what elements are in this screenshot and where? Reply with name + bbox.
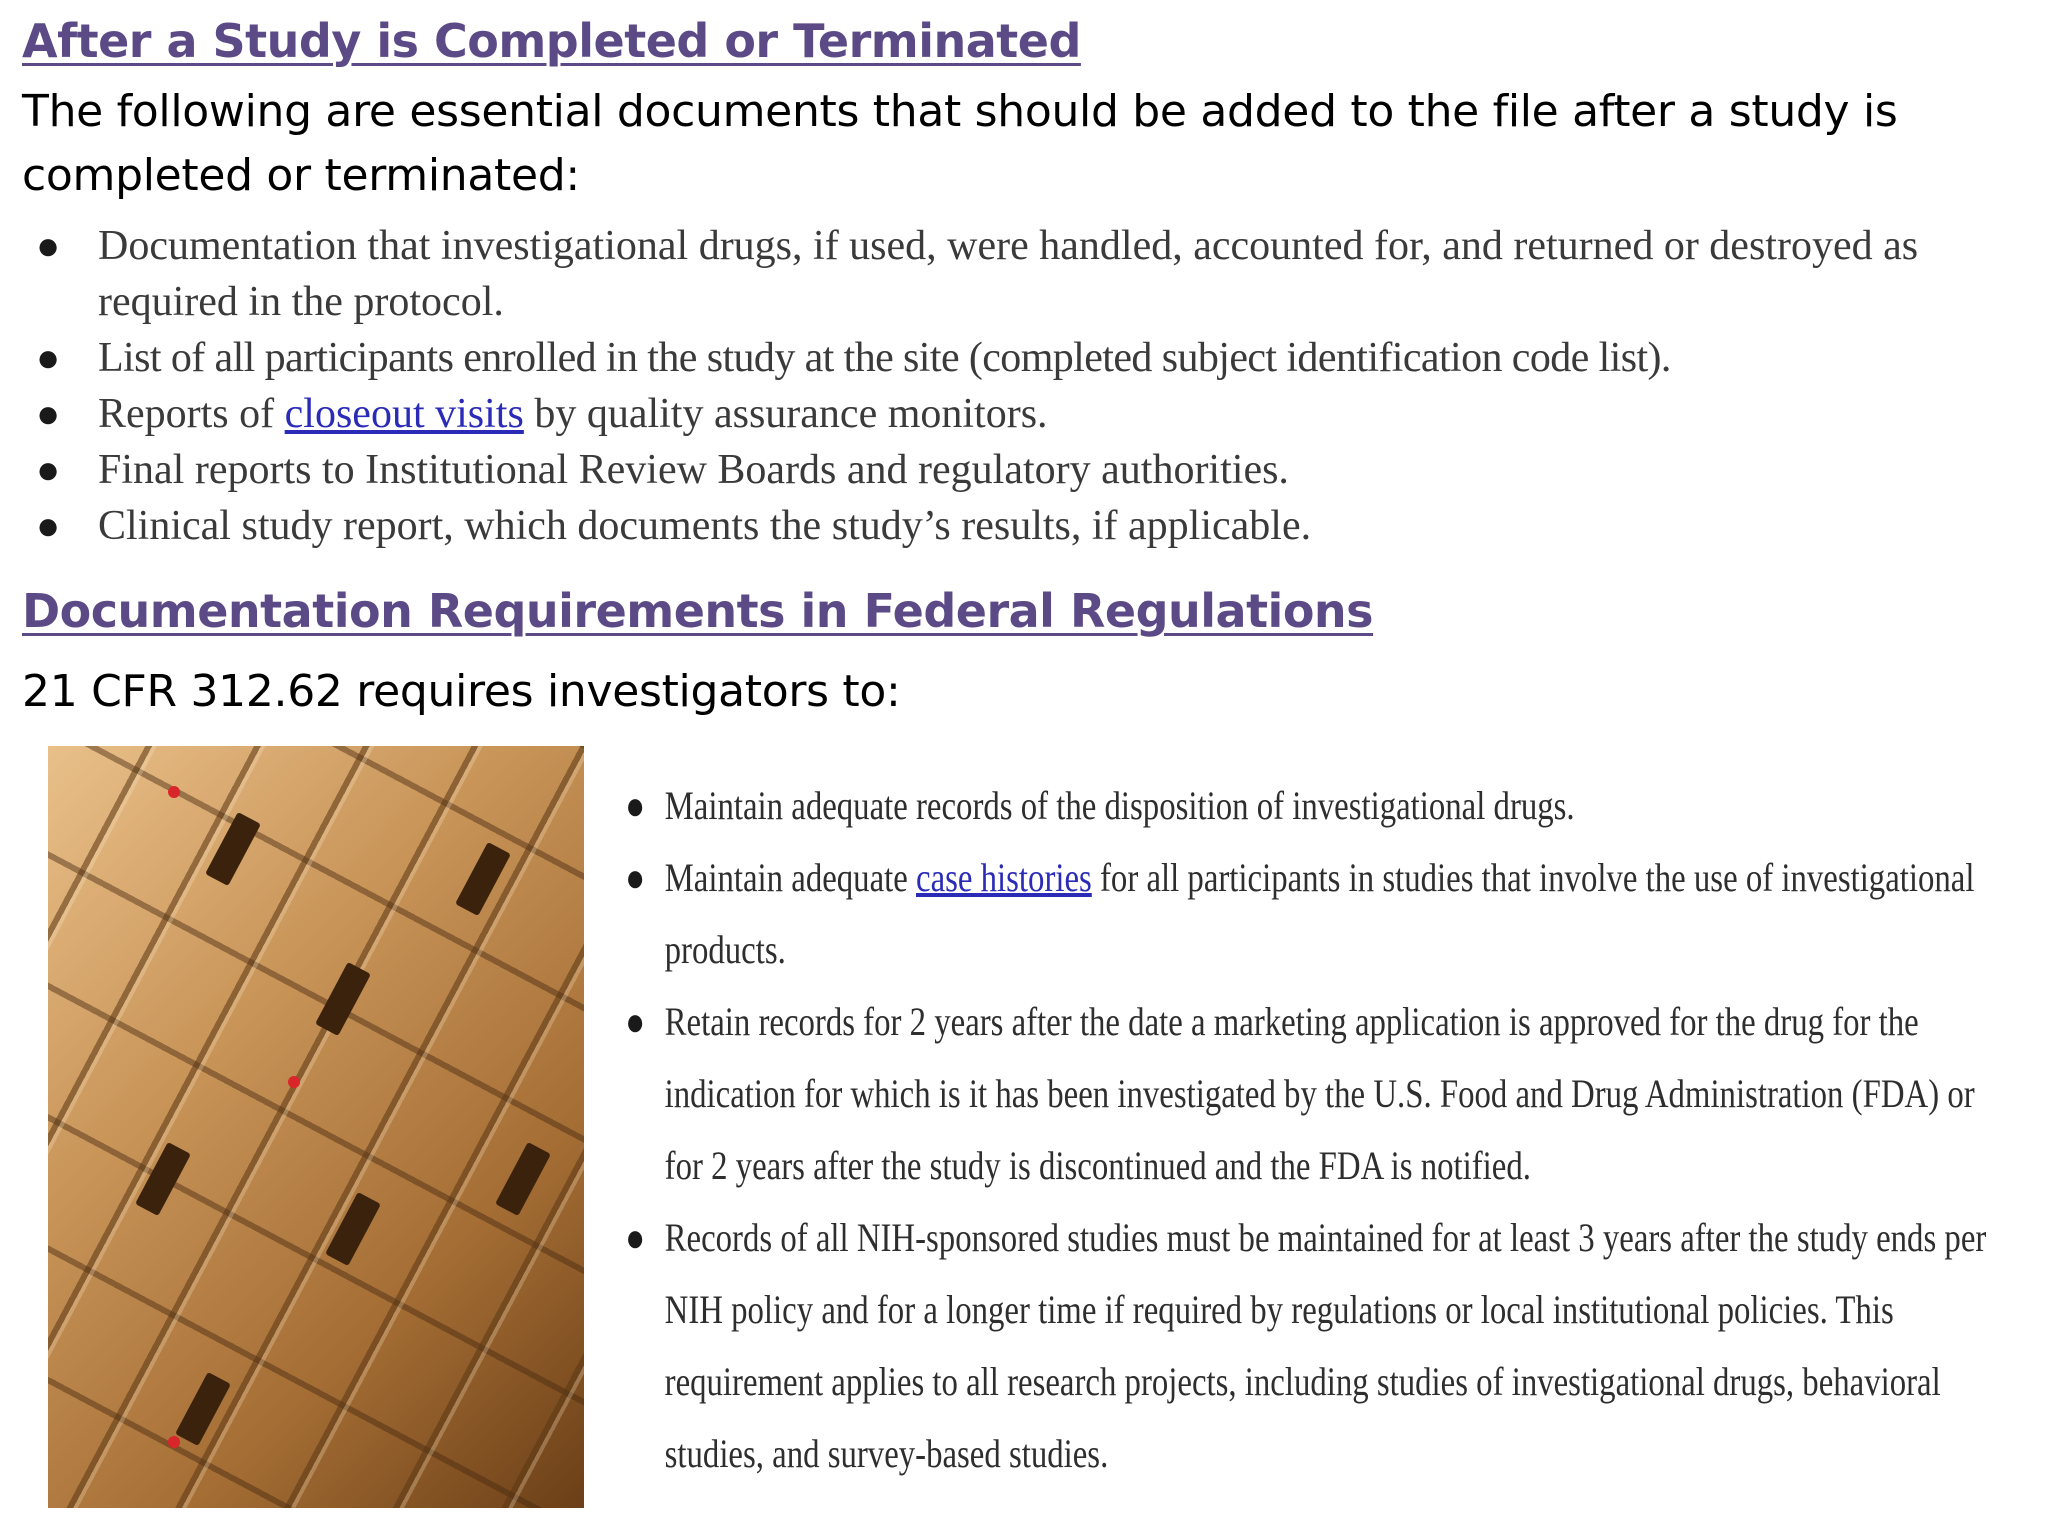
list-item: ● Reports of closeout visits by quality assurance monitors.	[30, 386, 2030, 442]
bullet-icon: ●	[36, 223, 61, 268]
list-item: ● Documentation that investigational drugs, if used, were handled, accounted for, and returned or destroyed as required in the protocol.	[30, 218, 2030, 330]
closeout-visits-link[interactable]: closeout visits	[284, 391, 524, 437]
list-item: ● Maintain adequate records of the disposition of investigational drugs.	[622, 770, 2018, 842]
bullet-icon: ●	[36, 503, 61, 548]
section-intro-federal-regulations: 21 CFR 312.62 requires investigators to:	[22, 666, 901, 717]
list-item: ● Clinical study report, which documents the study’s results, if applicable.	[30, 498, 2030, 554]
section-heading-after-study: After a Study is Completed or Terminated	[22, 14, 1081, 68]
list-item: ● Final reports to Institutional Review Boards and regulatory authorities.	[30, 442, 2030, 498]
bullet-icon: ●	[36, 447, 61, 492]
case-histories-link[interactable]: case histories	[916, 855, 1092, 900]
section-intro-after-study: The following are essential documents that should be added to the file after a study is completed or terminated:	[22, 86, 1898, 201]
bullet-icon: ●	[625, 855, 646, 900]
bullet-icon: ●	[36, 335, 61, 380]
bullet-icon: ●	[625, 783, 646, 828]
list-item: ● Records of all NIH-sponsored studies must be maintained for at least 3 years after the study ends per NIH policy and for a longer time if required by regulations or local institutional policies. This requirement applies to all research projects, including studies of investigational drugs, behavioral studies, and survey-based studies.	[622, 1202, 2018, 1490]
bullet-icon: ●	[625, 999, 646, 1044]
list-item: ● Maintain adequate case histories for all participants in studies that involve the use of investigational products.	[622, 842, 2018, 986]
federal-requirements-list	[622, 770, 1987, 1490]
section-heading-federal-regulations: Documentation Requirements in Federal Regulations	[22, 584, 1374, 638]
archive-boxes-photo	[48, 746, 584, 1508]
list-item: ● List of all participants enrolled in the study at the site (completed subject identification code list).	[30, 330, 2030, 386]
list-item: ● Retain records for 2 years after the date a marketing application is approved for the drug for the indication for which is it has been investigated by the U.S. Food and Drug Administration (FDA) or for 2 years after the study is discontinued and the FDA is notified.	[622, 986, 2018, 1202]
bullet-icon: ●	[36, 391, 61, 436]
bullet-icon: ●	[625, 1215, 646, 1260]
after-study-documents-list	[30, 218, 2030, 554]
